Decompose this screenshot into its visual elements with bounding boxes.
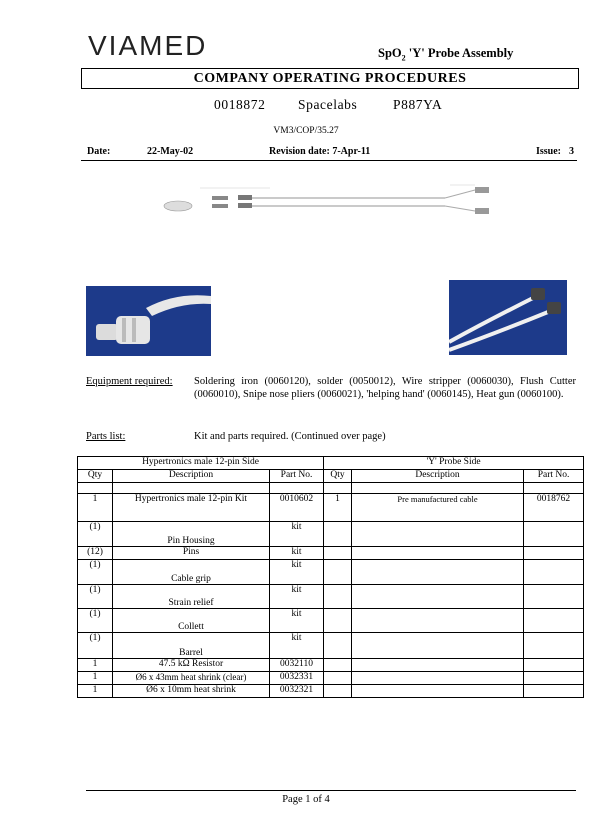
table-row	[78, 685, 584, 698]
col-qty: Qty	[78, 470, 113, 483]
description-cell: Ø6 x 43mm heat shrink (clear)	[113, 672, 270, 685]
title-pre: SpO	[378, 46, 402, 60]
part-cell: 0032321	[270, 685, 324, 698]
qty-cell: 1	[78, 659, 113, 672]
equipment-label: Equipment required:	[86, 376, 173, 387]
table-row	[78, 585, 584, 609]
qty-cell: 1	[78, 494, 113, 522]
description-cell: Pre manufactured cable	[352, 494, 524, 522]
qty-cell: (1)	[78, 633, 113, 659]
page-number: Page 1 of 4	[282, 794, 330, 805]
table-row	[78, 547, 584, 560]
probe-photo-svg	[449, 280, 567, 355]
table-row	[78, 659, 584, 672]
title-post: 'Y' Probe Assembly	[405, 46, 514, 60]
col-qty: Qty	[324, 470, 352, 483]
table-row	[78, 560, 584, 585]
footer-rule	[86, 790, 576, 791]
qty-cell: (1)	[78, 609, 113, 633]
col-description: Description	[113, 470, 270, 483]
description-cell: Pin Housing	[113, 522, 270, 547]
title-sub: 2	[401, 53, 406, 63]
part-id: 0018872	[214, 97, 266, 112]
part-cell: 0032110	[270, 659, 324, 672]
qty-cell: (12)	[78, 547, 113, 560]
description-cell: Barrel	[113, 633, 270, 659]
parts-label: Parts list:	[86, 431, 126, 442]
connector-photo-svg	[86, 286, 211, 356]
cable-diagram	[160, 180, 500, 220]
probe-photo	[449, 280, 567, 355]
brand: Spacelabs	[298, 97, 358, 112]
description-cell: 47.5 kΩ Resistor	[113, 659, 270, 672]
revision-date: Revision date: 7-Apr-11	[269, 146, 371, 157]
col-description: Description	[352, 470, 524, 483]
equipment-text: Soldering iron (0060120), solder (0050012), Wire stripper (0060030), Flush Cutter (0060010), Snipe nose pliers (0060021), 'helping hand' (0060145), Heat gun (0060100).	[194, 376, 576, 400]
part-cell: kit	[270, 560, 324, 585]
col-part: Part No.	[270, 470, 324, 483]
description-cell: Strain relief	[113, 585, 270, 609]
qty-cell: (1)	[78, 585, 113, 609]
part-cell: kit	[270, 609, 324, 633]
company-procedures-title: COMPANY OPERATING PROCEDURES	[81, 68, 579, 89]
table-row	[78, 522, 584, 547]
qty-cell: (1)	[78, 560, 113, 585]
part-cell: 0018762	[524, 494, 584, 522]
qty-cell: 1	[78, 685, 113, 698]
date-line	[81, 146, 577, 161]
part-cell: 0010602	[270, 494, 324, 522]
description-cell: Hypertronics male 12-pin Kit	[113, 494, 270, 522]
parts-text: Kit and parts required. (Continued over page)	[194, 431, 386, 442]
col-part: Part No.	[524, 470, 584, 483]
issue-label: Issue:	[536, 146, 562, 157]
date-label: Date:	[87, 146, 111, 157]
table-row	[78, 633, 584, 659]
cable-diagram-svg	[160, 180, 500, 220]
right-side-title: 'Y' Probe Side	[324, 457, 584, 470]
description-cell: Ø6 x 10mm heat shrink	[113, 685, 270, 698]
table-row	[78, 494, 584, 522]
parts-table	[77, 456, 584, 698]
connector-photo	[86, 286, 211, 356]
reference-code: VM3/COP/35.27	[273, 126, 339, 136]
qty-cell: 1	[78, 672, 113, 685]
part-cell: kit	[270, 633, 324, 659]
description-cell: Cable grip	[113, 560, 270, 585]
description-cell: Pins	[113, 547, 270, 560]
part-cell: kit	[270, 547, 324, 560]
left-side-title: Hypertronics male 12-pin Side	[78, 457, 324, 470]
part-cell: 0032331	[270, 672, 324, 685]
description-cell: Collett	[113, 609, 270, 633]
part-cell: kit	[270, 522, 324, 547]
table-row	[78, 609, 584, 633]
viamed-logo: VIAMED	[88, 30, 208, 61]
issue-value: 3	[569, 146, 574, 157]
qty-cell: (1)	[78, 522, 113, 547]
qty-cell: 1	[324, 494, 352, 522]
table-row	[78, 672, 584, 685]
model: P887YA	[393, 97, 443, 112]
document-title	[378, 46, 513, 63]
part-cell: kit	[270, 585, 324, 609]
date-value: 22-May-02	[147, 146, 194, 157]
